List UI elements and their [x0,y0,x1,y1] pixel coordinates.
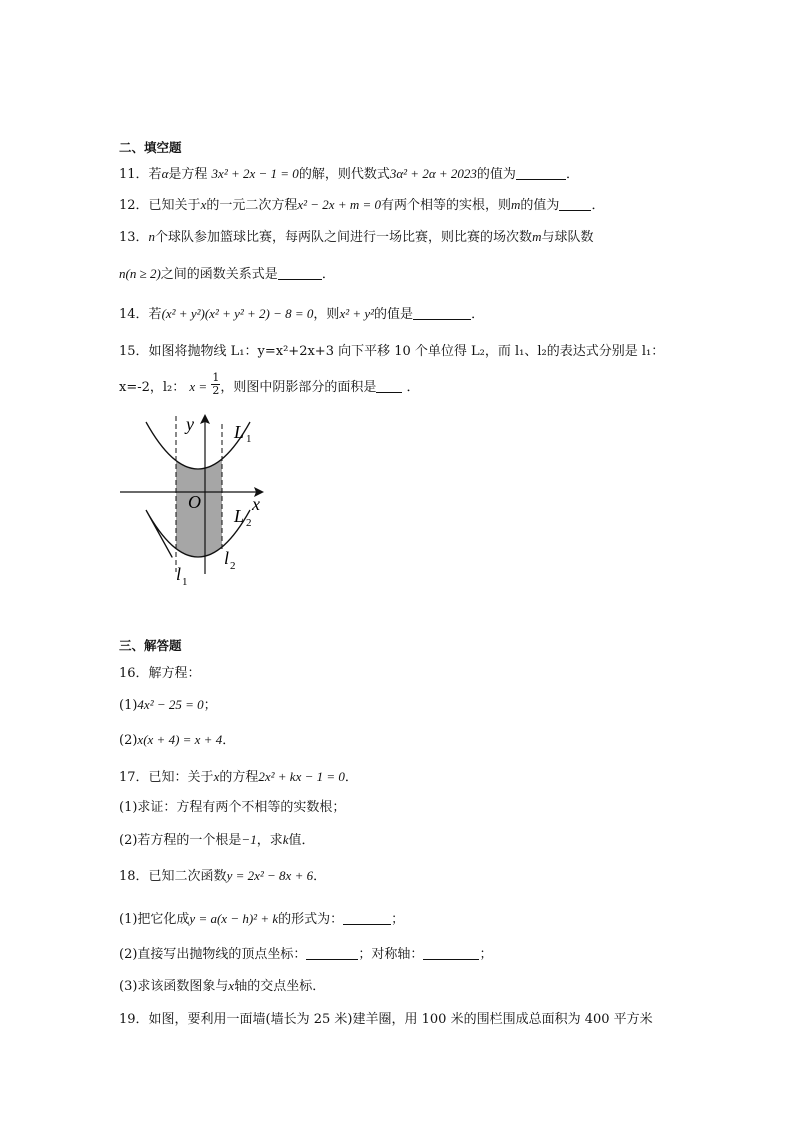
label-y: y [186,414,194,434]
label-L2-sub: 2 [246,517,252,529]
question-number: 19． [119,1012,149,1027]
question-18-part2: (2)直接写出抛物线的顶点坐标： ；对称轴： ； [119,947,493,962]
question-18-part3: (3)求该函数图象与x轴的交点坐标． [119,978,326,994]
question-18-part1: (1)把它化成y = a(x − h)² + k的形式为： ； [119,911,405,927]
question-16: 16．解方程： [119,666,201,681]
question-number: 16． [119,666,149,681]
question-number: 14． [119,307,149,322]
label-L2: L [234,506,245,526]
fraction: $\frac{1}{2}$ [212,371,220,397]
question-number: 18． [119,869,149,884]
question-13-cont: n(n ≥ 2)之间的函数关系式是 ． [119,266,335,282]
answer-blank[interactable] [413,306,471,320]
section-heading-fill-in: 二、填空题 [119,140,182,155]
question-17: 17．已知：关于x的方程2x² + kx − 1 = 0． [119,769,358,785]
question-number: 12． [119,198,149,213]
equation: 3x² + 2x − 1 = 0 [211,166,299,181]
answer-blank[interactable] [278,266,322,280]
answer-blank[interactable] [376,379,402,393]
question-14: 14．若(x² + y²)(x² + y² + 2) − 8 = 0，则x² + y²的值是 ． [119,306,485,322]
question-19: 19．如图，要利用一面墙(墙长为 25 米)建羊圈，用 100 米的围栏围成总面积为 400 平方米 [119,1012,653,1027]
equation: (x² + y²)(x² + y² + 2) − 8 = 0 [161,306,314,321]
question-number: 17． [119,770,149,785]
label-x: x [252,494,260,514]
expression: 3α² + 2α + 2023 [389,166,477,181]
equation: x(x + 4) = x + 4 [137,732,223,747]
condition: n(n ≥ 2) [119,266,161,281]
label-l1: l [176,564,182,584]
question-15: 15．如图将抛物线 L₁：y=x²+2x+3 向下平移 10 个单位得 L₂，而 l₁、l₂的表达式分别是 l₁： [119,344,665,359]
answer-blank[interactable] [423,946,479,960]
answer-blank[interactable] [559,197,591,211]
question-number: 15． [119,344,149,359]
question-17-part2: (2)若方程的一个根是−1，求k值． [119,832,315,848]
question-13: 13．n个球队参加篮球比赛，每两队之间进行一场比赛，则比赛的场次数m与球队数 [119,229,594,245]
question-12: 12．已知关于x的一元二次方程x² − 2x + m = 0有两个相等的实根，则m的值为 ． [119,197,605,213]
question-11: 11．若α是方程 3x² + 2x − 1 = 0的解，则代数式3α² + 2α + 2023的值为 ． [119,166,579,182]
label-origin: O [188,492,201,512]
question-17-part1: (1)求证：方程有两个不相等的实数根； [119,800,346,815]
question-16-part2: (2)x(x + 4) = x + 4． [119,732,236,748]
question-18: 18．已知二次函数y = 2x² − 8x + 6． [119,868,327,884]
label-l2: l [224,548,230,568]
question-15-cont: x=-2，l₂： x = $\frac{1}{2}$ ，则图中阴影部分的面积是 ． [119,371,420,397]
label-l1-sub: 1 [182,576,188,588]
question-number: 11． [119,167,149,182]
equation: 2x² + kx − 1 = 0 [258,769,345,784]
parabola-figure [118,412,278,592]
answer-blank[interactable] [516,166,566,180]
equation: x² − 2x + m = 0 [297,197,382,212]
question-number: 13． [119,230,149,245]
question-16-part1: (1)4x² − 25 = 0； [119,697,217,713]
label-L1-sub: 1 [246,433,252,445]
answer-blank[interactable] [343,911,391,925]
equation: 4x² − 25 = 0 [137,697,204,712]
label-L1: L [234,422,245,442]
shaded-region [146,422,250,557]
equation: y = 2x² − 8x + 6 [226,868,314,883]
answer-blank[interactable] [306,946,358,960]
expression: x² + y² [339,306,375,321]
section-heading-answers: 三、解答题 [119,638,182,653]
label-l2-sub: 2 [230,560,236,572]
